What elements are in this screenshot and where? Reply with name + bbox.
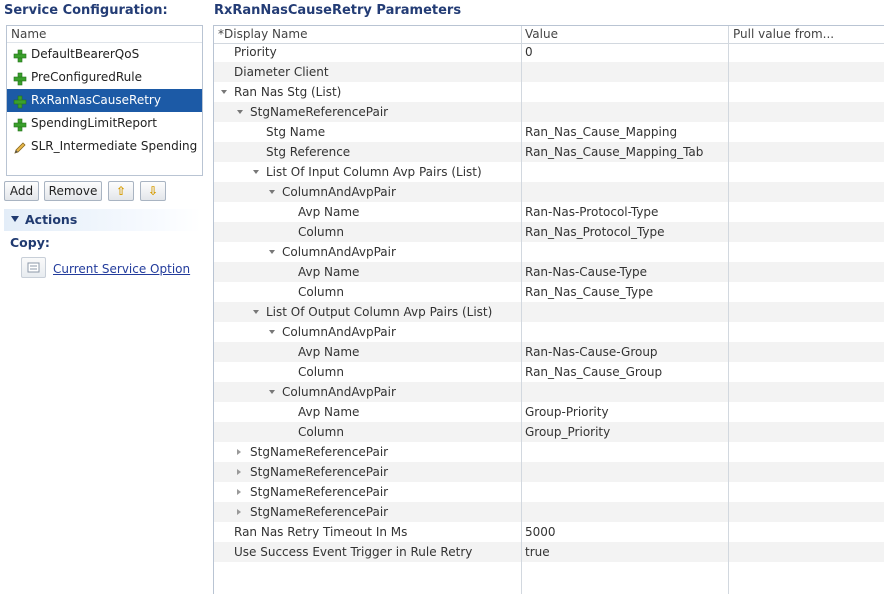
- expand-triangle-icon[interactable]: [269, 390, 275, 394]
- row-pull-value-cell[interactable]: [730, 342, 884, 362]
- row-pull-value-cell[interactable]: [730, 242, 884, 262]
- row-value[interactable]: Ran-Nas-Cause-Type: [525, 265, 648, 279]
- column-header-value[interactable]: Value: [525, 27, 558, 41]
- row-display-name: Ran Nas Retry Timeout In Ms: [234, 525, 408, 539]
- service-list-item[interactable]: [7, 43, 202, 66]
- row-pull-value-cell[interactable]: [730, 182, 884, 202]
- column-divider[interactable]: [521, 26, 522, 594]
- row-display-name: StgNameReferencePair: [250, 105, 389, 119]
- expand-triangle-icon[interactable]: [269, 250, 275, 254]
- table-row[interactable]: [214, 182, 884, 202]
- table-row[interactable]: [214, 242, 884, 262]
- row-pull-value-cell[interactable]: [730, 302, 884, 322]
- remove-button[interactable]: Remove: [44, 181, 102, 201]
- row-display-name: Avp Name: [298, 345, 360, 359]
- row-display-name: Avp Name: [298, 205, 360, 219]
- service-list-header[interactable]: Name: [7, 26, 202, 43]
- collapsed-triangle-icon[interactable]: [237, 469, 241, 475]
- table-row[interactable]: [214, 282, 884, 302]
- collapse-triangle-icon: [11, 216, 19, 222]
- actions-title: Actions: [25, 212, 78, 227]
- service-list-item-label: SLR_Intermediate Spending: [31, 139, 198, 153]
- row-pull-value-cell[interactable]: [730, 402, 884, 422]
- service-list-item-label: PreConfiguredRule: [31, 70, 142, 84]
- row-pull-value-cell[interactable]: [730, 262, 884, 282]
- row-pull-value-cell[interactable]: [730, 162, 884, 182]
- row-display-name: Column: [298, 225, 344, 239]
- row-value[interactable]: 5000: [525, 525, 556, 539]
- current-service-option-link[interactable]: Current Service Option: [53, 262, 191, 276]
- row-display-name: ColumnAndAvpPair: [282, 385, 396, 399]
- pencil-icon: [13, 140, 27, 154]
- row-display-name: Priority: [234, 45, 277, 59]
- expand-triangle-icon[interactable]: [237, 110, 243, 114]
- table-row[interactable]: [214, 142, 884, 162]
- table-row[interactable]: [214, 262, 884, 282]
- row-display-name: Use Success Event Trigger in Rule Retry: [234, 545, 473, 559]
- row-value[interactable]: Group-Priority: [525, 405, 609, 419]
- table-row[interactable]: [214, 322, 884, 342]
- table-row[interactable]: [214, 522, 884, 542]
- row-display-name: Column: [298, 365, 344, 379]
- row-pull-value-cell[interactable]: [730, 62, 884, 82]
- row-pull-value-cell[interactable]: [730, 202, 884, 222]
- move-down-button[interactable]: ⇩: [140, 181, 166, 201]
- table-row[interactable]: [214, 362, 884, 382]
- table-row[interactable]: [214, 402, 884, 422]
- expand-triangle-icon[interactable]: [253, 170, 259, 174]
- table-row[interactable]: [214, 462, 884, 482]
- row-pull-value-cell[interactable]: [730, 142, 884, 162]
- row-display-name: List Of Output Column Avp Pairs (List): [266, 305, 493, 319]
- row-display-name: Ran Nas Stg (List): [234, 85, 342, 99]
- parameters-title: RxRanNasCauseRetry Parameters: [214, 3, 462, 18]
- copy-label: Copy:: [10, 235, 50, 250]
- parameters-table: [213, 25, 884, 594]
- table-row[interactable]: [214, 62, 884, 82]
- collapsed-triangle-icon[interactable]: [237, 489, 241, 495]
- row-display-name: Column: [298, 285, 344, 299]
- row-value[interactable]: true: [525, 545, 550, 559]
- service-configuration-title: Service Configuration:: [4, 3, 168, 18]
- column-divider[interactable]: [728, 26, 729, 594]
- row-pull-value-cell[interactable]: [730, 122, 884, 142]
- row-pull-value-cell[interactable]: [730, 222, 884, 242]
- row-display-name: Column: [298, 425, 344, 439]
- column-header-display-name[interactable]: *Display Name: [218, 27, 308, 41]
- row-value[interactable]: Ran-Nas-Cause-Group: [525, 345, 658, 359]
- plus-icon: [13, 117, 27, 131]
- row-display-name: List Of Input Column Avp Pairs (List): [266, 165, 482, 179]
- table-row[interactable]: [214, 542, 884, 562]
- expand-triangle-icon[interactable]: [269, 330, 275, 334]
- table-row[interactable]: [214, 342, 884, 362]
- service-list: [6, 25, 203, 176]
- row-display-name: StgNameReferencePair: [250, 485, 389, 499]
- row-pull-value-cell[interactable]: [730, 482, 884, 502]
- actions-section-header[interactable]: [4, 209, 201, 231]
- service-list-item-label: DefaultBearerQoS: [31, 47, 140, 61]
- table-row[interactable]: [214, 102, 884, 122]
- row-pull-value-cell[interactable]: [730, 502, 884, 522]
- table-row[interactable]: [214, 482, 884, 502]
- table-row[interactable]: [214, 302, 884, 322]
- row-display-name: Avp Name: [298, 265, 360, 279]
- copy-option-icon[interactable]: [21, 257, 46, 278]
- table-row[interactable]: [214, 42, 884, 62]
- row-pull-value-cell[interactable]: [730, 82, 884, 102]
- row-value[interactable]: Ran_Nas_Protocol_Type: [525, 225, 665, 239]
- move-up-button[interactable]: ⇧: [108, 181, 134, 201]
- row-display-name: ColumnAndAvpPair: [282, 245, 396, 259]
- row-display-name: StgNameReferencePair: [250, 505, 389, 519]
- row-value[interactable]: Group_Priority: [525, 425, 611, 439]
- column-header-pull-value[interactable]: Pull value from...: [733, 27, 835, 41]
- row-value[interactable]: Ran_Nas_Cause_Group: [525, 365, 663, 379]
- row-value[interactable]: 0: [525, 45, 533, 59]
- table-row[interactable]: [214, 122, 884, 142]
- row-pull-value-cell[interactable]: [730, 322, 884, 342]
- row-pull-value-cell[interactable]: [730, 442, 884, 462]
- expand-triangle-icon[interactable]: [269, 190, 275, 194]
- row-pull-value-cell[interactable]: [730, 42, 884, 62]
- collapsed-triangle-icon[interactable]: [237, 449, 241, 455]
- row-display-name: StgNameReferencePair: [250, 465, 389, 479]
- plus-icon: [13, 71, 27, 85]
- service-list-item[interactable]: [7, 89, 202, 112]
- row-display-name: Stg Reference: [266, 145, 351, 159]
- row-display-name: Diameter Client: [234, 65, 329, 79]
- table-row[interactable]: [214, 442, 884, 462]
- row-display-name: Avp Name: [298, 405, 360, 419]
- service-list-item-label: RxRanNasCauseRetry: [31, 93, 161, 107]
- collapsed-triangle-icon[interactable]: [237, 509, 241, 515]
- expand-triangle-icon[interactable]: [221, 90, 227, 94]
- row-pull-value-cell[interactable]: [730, 102, 884, 122]
- row-pull-value-cell[interactable]: [730, 382, 884, 402]
- plus-icon: [13, 94, 27, 108]
- row-pull-value-cell[interactable]: [730, 522, 884, 542]
- table-row[interactable]: [214, 502, 884, 522]
- table-row[interactable]: [214, 422, 884, 442]
- row-pull-value-cell[interactable]: [730, 542, 884, 562]
- row-pull-value-cell[interactable]: [730, 282, 884, 302]
- row-value[interactable]: Ran_Nas_Cause_Mapping_Tab: [525, 145, 704, 159]
- expand-triangle-icon[interactable]: [253, 310, 259, 314]
- service-configuration-panel: [0, 0, 207, 593]
- row-display-name: Stg Name: [266, 125, 326, 139]
- add-button[interactable]: Add: [4, 181, 39, 201]
- row-pull-value-cell[interactable]: [730, 362, 884, 382]
- service-list-item-label: SpendingLimitReport: [31, 116, 157, 130]
- row-pull-value-cell[interactable]: [730, 422, 884, 442]
- table-row[interactable]: [214, 202, 884, 222]
- table-row[interactable]: [214, 162, 884, 182]
- row-value[interactable]: Ran-Nas-Protocol-Type: [525, 205, 659, 219]
- row-display-name: StgNameReferencePair: [250, 445, 389, 459]
- row-display-name: ColumnAndAvpPair: [282, 325, 396, 339]
- service-list-item[interactable]: [7, 66, 202, 89]
- plus-icon: [13, 48, 27, 62]
- row-pull-value-cell[interactable]: [730, 462, 884, 482]
- table-row[interactable]: [214, 382, 884, 402]
- row-display-name: ColumnAndAvpPair: [282, 185, 396, 199]
- row-value[interactable]: Ran_Nas_Cause_Type: [525, 285, 654, 299]
- table-row[interactable]: [214, 222, 884, 242]
- table-row[interactable]: [214, 82, 884, 102]
- service-list-item[interactable]: [7, 135, 202, 158]
- row-value[interactable]: Ran_Nas_Cause_Mapping: [525, 125, 678, 139]
- service-list-item[interactable]: [7, 112, 202, 135]
